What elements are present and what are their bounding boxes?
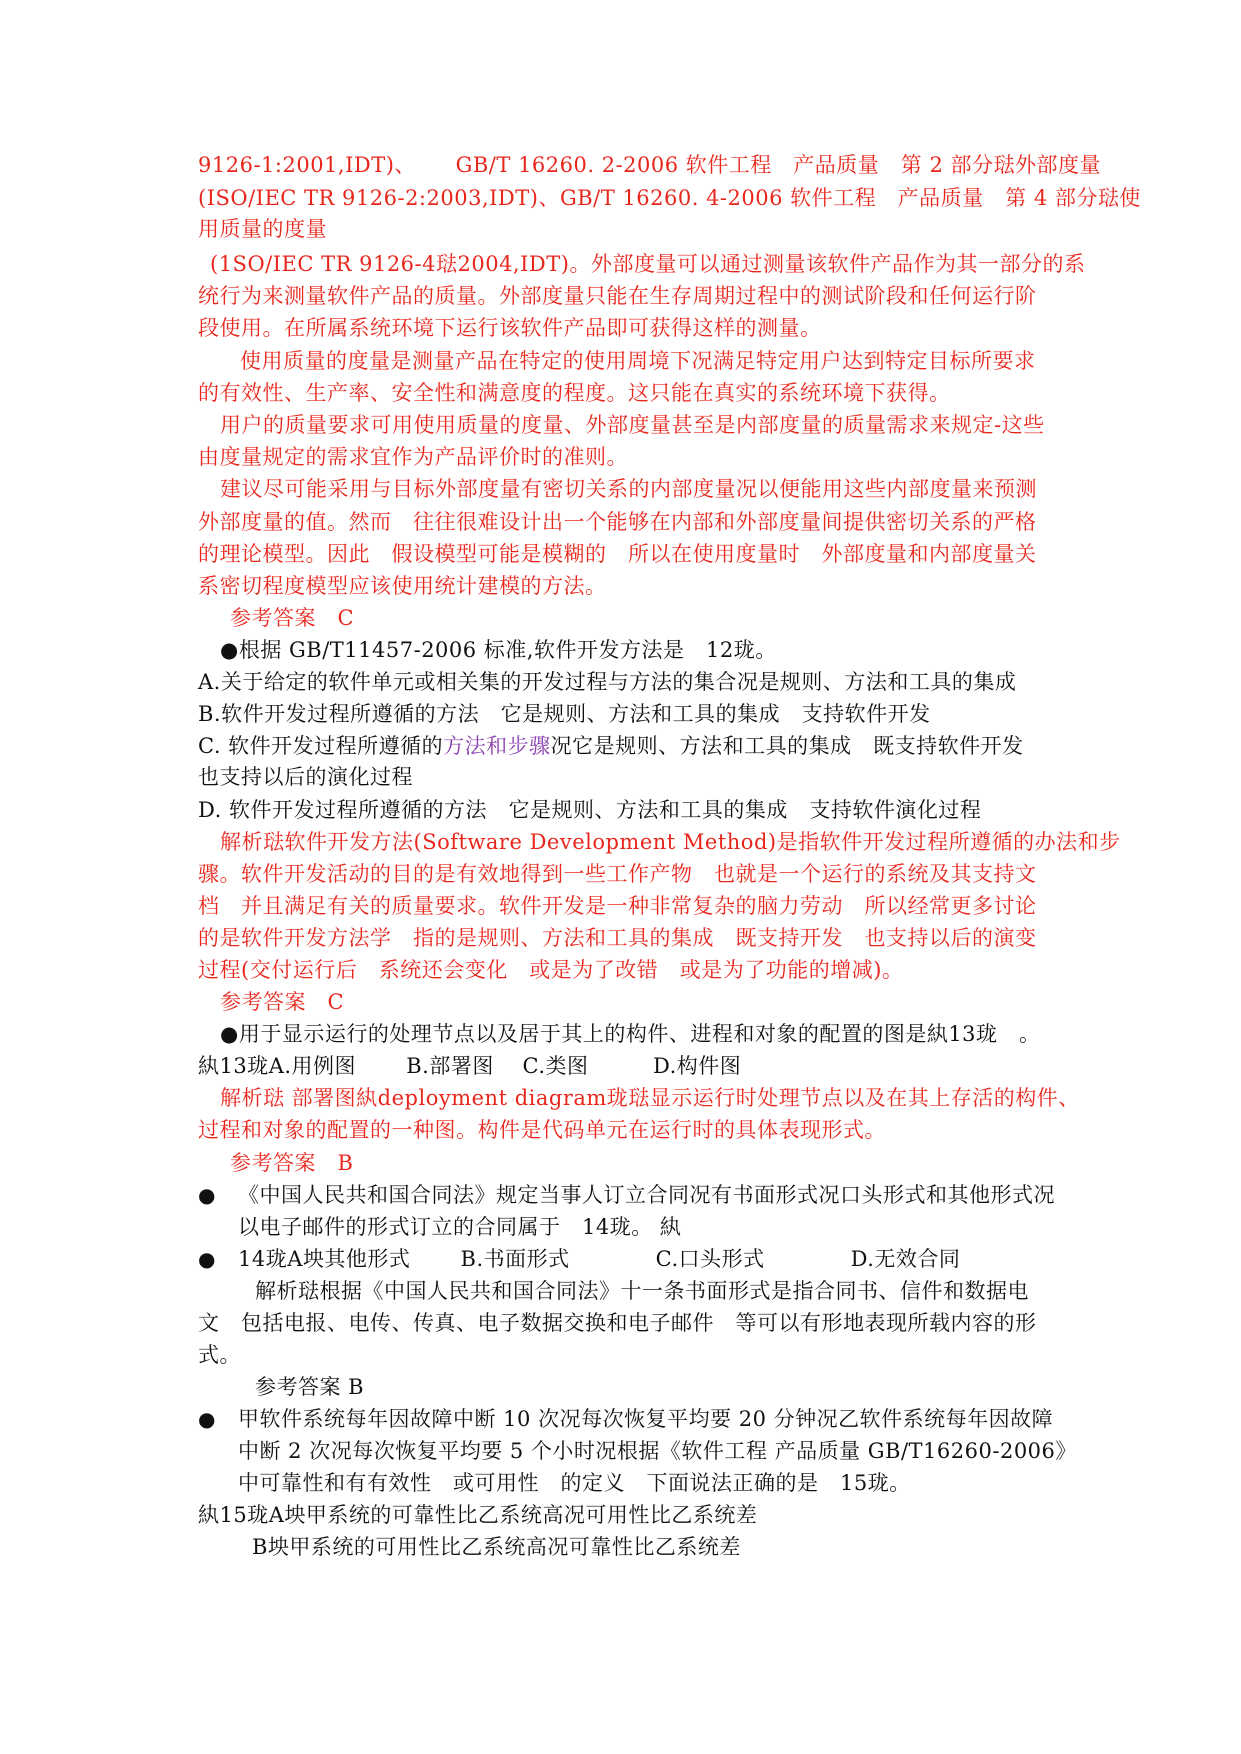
question-line: 《中国人民共和国合同法》规定当事人订立合同况有书面形式况口头形式和其他形式况: [238, 1183, 1055, 1207]
text-line: 解析琺软件开发方法(Software Development Method)是指软件开发过程所遵循的办法和步: [220, 830, 1121, 854]
answer-line: 参考答案 C: [220, 990, 345, 1014]
text-line: 建议尽可能采用与目标外部度量有密切关系的内部度量况以便能用这些内部度量来预测: [220, 477, 1037, 501]
text-line: 过程和对象的配置的一种图。构件是代码单元在运行时的具体表现形式。: [198, 1118, 886, 1142]
text-line: 骤。软件开发活动的目的是有效地得到一些工作产物 也就是一个运行的系统及其支持文: [198, 862, 1037, 886]
text-line: 解析琺根据《中国人民共和国合同法》十一条书面形式是指合同书、信件和数据电: [255, 1279, 1029, 1303]
text-line: (ISO/IEC TR 9126-2:2003,IDT)、GB/T 16260. 4-2006 软件工程 产品质量 第 4 部分琺使: [198, 186, 1141, 210]
text-line: 由度量规定的需求宜作为产品评价时的准则。: [198, 445, 628, 469]
option-text: C. 软件开发过程所遵循的: [198, 734, 444, 758]
answer-line: 参考答案 C: [230, 606, 355, 630]
option-line: 14珑A坱其他形式 B.书面形式 C.口头形式 D.无效合同: [238, 1247, 961, 1271]
text-line: 用户的质量要求可用使用质量的度量、外部度量甚至是内部度量的质量需求来规定-这些: [220, 413, 1045, 437]
question-line: ●用于显示运行的处理节点以及居于其上的构件、进程和对象的配置的图是紈13珑 。: [220, 1022, 1041, 1046]
bullet-icon: ●: [198, 1407, 216, 1431]
text-line: 段使用。在所属系统环境下运行该软件产品即可获得这样的测量。: [198, 316, 822, 340]
answer-line: 参考答案 B: [230, 1151, 354, 1175]
highlight-text: 方法和步骤: [443, 734, 551, 758]
option-text: 况它是规则、方法和工具的集成 既支持软件开发: [550, 734, 1024, 758]
option-line: B坱甲系统的可用性比乙系统高况可靠性比乙系统差: [252, 1535, 741, 1559]
bullet-icon: ●: [198, 1183, 216, 1207]
text-line: 统行为来测量软件产品的质量。外部度量只能在生存周期过程中的测试阶段和任何运行阶: [198, 284, 1037, 308]
option-line: 紈13珑A.用例图 B.部署图 C.类图 D.构件图: [198, 1054, 742, 1078]
text-line: 的理论模型。因此 假设模型可能是模糊的 所以在使用度量时 外部度量和内部度量关: [198, 542, 1037, 566]
option-line: B.软件开发过程所遵循的方法 它是规则、方法和工具的集成 支持软件开发: [198, 702, 931, 726]
answer-line: 参考答案 B: [255, 1375, 365, 1399]
text-line: (1SO/IEC TR 9126-4琺2004,IDT)。外部度量可以通过测量该软件产品作为其一部分的系: [210, 252, 1086, 276]
question-line: ●根据 GB/T11457-2006 标准,软件开发方法是 12珑。: [220, 638, 777, 662]
text-line: 使用质量的度量是测量产品在特定的使用周境下况满足特定用户达到特定目标所要求: [240, 349, 1036, 373]
text-line: 的是软件开发方法学 指的是规则、方法和工具的集成 既支持开发 也支持以后的演变: [198, 926, 1037, 950]
text-line: 文 包括电报、电传、传真、电子数据交换和电子邮件 等可以有形地表现所载内容的形: [198, 1311, 1037, 1335]
text-line: 档 并且满足有关的质量要求。软件开发是一种非常复杂的脑力劳动 所以经常更多讨论: [198, 894, 1037, 918]
option-line: D. 软件开发过程所遵循的方法 它是规则、方法和工具的集成 支持软件演化过程: [198, 798, 982, 822]
question-line: 中断 2 次况每次恢复平均要 5 个小时况根据《软件工程 产品质量 GB/T16260-2006》: [238, 1439, 1077, 1463]
text-line: 式。: [198, 1343, 241, 1367]
option-line: A.关于给定的软件单元或相关集的开发过程与方法的集合况是规则、方法和工具的集成: [198, 670, 1017, 694]
text-line: 过程(交付运行后 系统还会变化 或是为了改错 或是为了功能的增减)。: [198, 958, 904, 982]
text-line: 9126-1:2001,IDT)、 GB/T 16260. 2-2006 软件工程 产品质量 第 2 部分琺外部度量: [198, 153, 1102, 177]
option-line: 也支持以后的演化过程: [198, 765, 413, 789]
text-line: 外部度量的值。然而 往往很难设计出一个能够在内部和外部度量间提供密切关系的严格: [198, 510, 1037, 534]
option-line: [198, 731, 1024, 761]
text-line: 系密切程度模型应该使用统计建模的方法。: [198, 574, 607, 598]
text-line: 解析琺 部署图紈deployment diagram珑琺显示运行时处理节点以及在其上存活的构件、: [220, 1086, 1080, 1110]
question-line: 以电子邮件的形式订立的合同属于 14珑。 紈: [238, 1215, 682, 1239]
text-line: 用质量的度量: [198, 217, 327, 241]
bullet-icon: ●: [198, 1247, 216, 1271]
question-line: 甲软件系统每年因故障中断 10 次况每次恢复平均要 20 分钟况乙软件系统每年因故障: [238, 1407, 1054, 1431]
text-line: 的有效性、生产率、安全性和满意度的程度。这只能在真实的系统环境下获得。: [198, 381, 951, 405]
question-line: 中可靠性和有有效性 或可用性 的定义 下面说法正确的是 15珑。: [238, 1471, 911, 1495]
option-line: 紈15珑A坱甲系统的可靠性比乙系统高况可用性比乙系统差: [198, 1503, 758, 1527]
